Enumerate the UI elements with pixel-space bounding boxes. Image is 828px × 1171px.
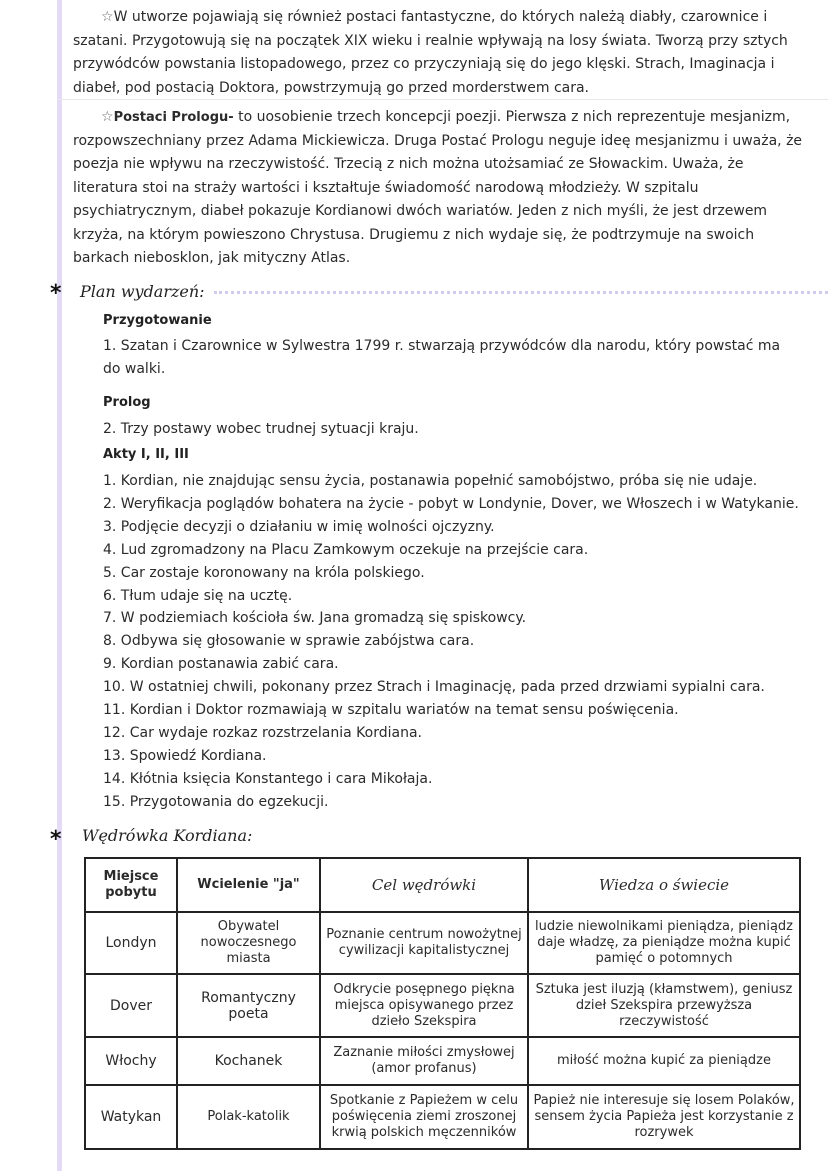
table-cell: Spotkanie z Papieżem w celu poświęcenia ziemi zroszonej krwią polskich męczenników [320, 1085, 528, 1149]
star-icon: ☆ [101, 9, 114, 25]
intro-paragraph [73, 6, 808, 100]
list-item: 1. Szatan i Czarownice w Sylwestra 1799 r. stwarzają przywódców dla narodu, który powstać ma do walki. [103, 338, 781, 377]
table-row [85, 1037, 800, 1085]
table-row [85, 912, 800, 974]
column-header-knowledge: Wiedza o świecie [528, 858, 800, 912]
list-item: 5. Car zostaje koronowany na króla polskiego. [103, 564, 425, 581]
prolog-characters-text: to uosobienie trzech koncepcji poezji. Pierwsza z nich reprezentuje mesjanizm, rozpowszechniany przez Adama Mickiewicza. Druga Postać Prologu neguje ideę mesjanizmu i uważa, że poezja nie wpływu na rzeczywistość. Trzecią z nich można utożsamiać ze Słowackim. Uważa, że literatura stoi na straży wartości i kształtuje świadomość narodową młodzieży. W szpitalu psychiatrycznym, diabeł pokazuje Kordianowi dwóch wariatów. Jeden z nich myśli, że jest drzewem krzyża, na którym powieszono Chrystusa. Drugiemu z nich wydaje się, że podtrzymuje na swoich barkach niebosklon, jak mityczny Atlas. [73, 109, 803, 266]
list-item: 12. Car wydaje rozkaz rozstrzelania Kordiana. [103, 724, 422, 741]
table-cell: ludzie niewolnikami pieniądza, pieniądz daje władzę, za pieniądze można kupić pamięć o potomnych [528, 912, 800, 974]
list-item: 13. Spowiedź Kordiana. [103, 747, 267, 764]
table-cell: Zaznanie miłości zmysłowej (amor profanus) [320, 1037, 528, 1085]
table-cell: Dover [85, 974, 177, 1037]
journey-heading: Wędrówka Kordiana: [82, 826, 253, 845]
list-item: 2. Trzy postawy wobec trudnej sytuacji kraju. [103, 421, 419, 437]
list-item: 10. W ostatniej chwili, pokonany przez Strach i Imaginację, pada przed drzwiami sypialni cara. [103, 679, 765, 696]
divider [58, 99, 828, 100]
list-item: 15. Przygotowania do egzekucji. [103, 793, 329, 810]
table-cell: Odkrycie posępnego piękna miejsca opisywanego przez dzieło Szekspira [320, 974, 528, 1037]
list-item: 7. W podziemiach kościoła św. Jana gromadzą się spiskowcy. [103, 610, 527, 627]
table-cell: Poznanie centrum nowożytnej cywilizacji kapitalistycznej [320, 912, 528, 974]
plan-heading: Plan wydarzeń: [80, 282, 205, 301]
list-item: 11. Kordian i Doktor rozmawiają w szpitalu wariatów na temat sensu poświęcenia. [103, 702, 679, 719]
list-item: 1. Kordian, nie znajdując sensu życia, postanawia popełnić samobójstwo, próba się nie udaje. [103, 473, 758, 489]
acts-list [103, 470, 813, 814]
list-item: 9. Kordian postanawia zabić cara. [103, 656, 339, 673]
column-header-incarnation: Wcielenie "ja" [177, 858, 320, 912]
bullet-icon: * [50, 827, 62, 852]
table-cell: Romantyczny poeta [177, 974, 320, 1037]
table-cell: miłość można kupić za pieniądze [528, 1037, 800, 1085]
prolog-characters-label: Postaci Prologu- [113, 110, 234, 125]
table-header-row [85, 858, 800, 912]
table-cell: Włochy [85, 1037, 177, 1085]
list-item: 2. Weryfikacja poglądów bohatera na życie - pobyt w Londynie, Dover, we Włoszech i w Watykanie. [103, 495, 799, 512]
list-item: 3. Podjęcie decyzji o działaniu w imię wolności ojczyzny. [103, 518, 495, 535]
list-item: 6. Tłum udaje się na ucztę. [103, 587, 293, 604]
table-row [85, 974, 800, 1037]
list-item: 4. Lud zgromadzony na Placu Zamkowym oczekuje na przejście cara. [103, 541, 589, 558]
table-cell: Watykan [85, 1085, 177, 1149]
table-row [85, 1085, 800, 1149]
table-cell: Kochanek [177, 1037, 320, 1085]
bullet-icon: * [50, 281, 62, 306]
table-cell: Obywatel nowoczesnego miasta [177, 912, 320, 974]
section-title-prolog: Prolog [103, 395, 151, 410]
table-cell: Londyn [85, 912, 177, 974]
section-title-acts: Akty I, II, III [103, 447, 189, 462]
table-cell: Polak-katolik [177, 1085, 320, 1149]
list-item: 14. Kłótnia księcia Konstantego i cara Mikołaja. [103, 770, 433, 787]
prolog-characters-paragraph [73, 106, 808, 271]
column-header-place: Miejsce pobytu [85, 858, 177, 912]
dotted-separator [214, 291, 828, 294]
journey-table [84, 857, 801, 1150]
list-item: 8. Odbywa się głosowanie w sprawie zabójstwa cara. [103, 633, 475, 650]
section-title-preparation: Przygotowanie [103, 313, 212, 328]
star-icon: ☆ [101, 109, 114, 125]
intro-text: W utworze pojawiają się również postaci fantastyczne, do których należą diabły, czarownice i szatani. Przygotowują się na początek XIX wieku i realnie wpływają na losy świata. Tworzą przy sztych przywódców powstania listopadowego, przez co przyczyniają się do jego klęski. Strach, Imaginacja i diabeł, pod postacią Doktora, powstrzymują go przed morderstwem cara. [73, 9, 788, 96]
table-cell: Papież nie interesuje się losem Polaków, sensem życia Papieża jest korzystanie z rozrywek [528, 1085, 800, 1149]
margin-line [57, 0, 62, 1171]
table-cell: Sztuka jest iluzją (kłamstwem), geniusz dzieł Szekspira przewyższa rzeczywistość [528, 974, 800, 1037]
column-header-goal: Cel wędrówki [320, 858, 528, 912]
